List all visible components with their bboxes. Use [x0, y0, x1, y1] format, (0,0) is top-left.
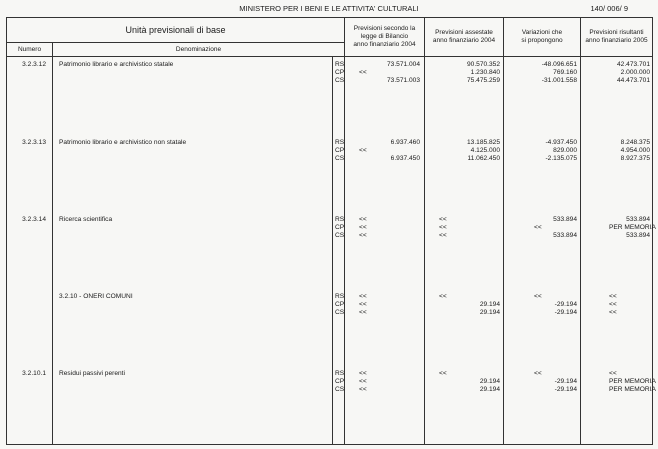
cell-value: << [609, 309, 617, 317]
cell-value: 6.937.460 [390, 138, 420, 146]
cell-value: PER MEMORIA [609, 378, 656, 386]
row-variazioni [504, 135, 581, 212]
cell-value: 1.230.840 [470, 69, 500, 76]
cell-value: 42.473.701 [616, 61, 650, 68]
row-prev-assestate [425, 366, 504, 443]
filler-cell [504, 443, 581, 444]
row-prev-assestate [425, 212, 504, 289]
row-denominazione: Residui passivi perenti [59, 370, 125, 378]
row-prev-risultanti [581, 57, 653, 135]
col-header-prev-assestate: Previsioni assestate anno finanziario 2004 [425, 18, 504, 57]
cell-value: -29.194 [554, 301, 577, 309]
table-row [7, 57, 653, 135]
cell-value: 11.062.450 [467, 154, 500, 162]
cell-value: -2.135.075 [545, 154, 577, 162]
cell-value: << [439, 231, 447, 239]
cell-value: 533.894 [553, 215, 577, 223]
row-prev-bilancio [345, 57, 425, 135]
cell-value: 8.248.375 [620, 138, 650, 146]
cell-value: PER MEMORIA [609, 386, 656, 394]
row-denominazione: Patrimonio librario e archivistico non statale [59, 138, 187, 146]
cell-value: << [359, 293, 367, 301]
cell-value: << [534, 293, 542, 301]
cell-value: 2.000.000 [620, 69, 650, 76]
row-prev-bilancio [345, 289, 425, 366]
cell-value: 29.194 [479, 386, 500, 394]
cell-value: RS [335, 370, 345, 378]
cell-value: 29.194 [479, 301, 500, 309]
cell-value: 13.185.825 [466, 138, 500, 146]
row-codes [333, 366, 345, 443]
cell-value: << [359, 386, 367, 394]
row-prev-bilancio [345, 135, 425, 212]
cell-value: -29.194 [554, 309, 577, 317]
table-row [7, 366, 653, 443]
col-header-denominazione: Denominazione [53, 43, 345, 57]
table-row [7, 212, 653, 289]
cell-value: 4.125.000 [470, 146, 500, 154]
cell-value: 29.194 [479, 378, 500, 386]
row-codes [333, 57, 345, 135]
cell-value: << [534, 370, 542, 378]
cell-value: 73.571.004 [386, 61, 420, 68]
cell-value: 90.570.352 [466, 61, 500, 68]
cell-value: CS [335, 77, 345, 84]
cell-value: 533.894 [626, 231, 650, 239]
cell-value: 769.160 [553, 69, 577, 76]
table-filler [7, 443, 653, 444]
cell-value: 533.894 [553, 231, 577, 239]
cell-value: CS [335, 309, 345, 317]
row-variazioni [504, 212, 581, 289]
cell-value: 8.927.375 [620, 154, 650, 162]
cell-value: << [439, 370, 447, 378]
cell-value: << [359, 370, 367, 378]
row-variazioni [504, 366, 581, 443]
cell-value: << [359, 231, 367, 239]
cell-value: 75.475.259 [466, 77, 500, 84]
cell-value: -29.194 [554, 386, 577, 394]
row-prev-risultanti [581, 289, 653, 366]
col-header-prev-bilancio: Previsioni secondo la legge di Bilancio anno finanziario 2004 [345, 18, 425, 57]
row-numero: 3.2.10.1 [7, 366, 53, 443]
row-variazioni [504, 57, 581, 135]
cell-value: << [609, 293, 617, 301]
row-denominazione: Ricerca scientifica [59, 215, 113, 223]
row-codes [333, 135, 345, 212]
cell-value: 829.000 [553, 146, 577, 154]
filler-cell [7, 443, 53, 444]
cell-value: 44.473.701 [616, 77, 650, 84]
page-code: 140/ 006/ 9 [590, 4, 628, 13]
col-header-numero: Numero [7, 43, 53, 57]
row-denominazione: Patrimonio librario e archivistico statale [59, 61, 174, 68]
cell-value: << [359, 309, 367, 317]
row-denominazione: 3.2.10 - ONERI COMUNI [59, 293, 133, 301]
row-variazioni [504, 289, 581, 366]
row-codes [333, 289, 345, 366]
row-numero: 3.2.3.13 [7, 135, 53, 212]
row-prev-assestate [425, 289, 504, 366]
cell-value: << [359, 223, 367, 231]
cell-value: -31.001.558 [541, 77, 577, 84]
cell-value: -48.096.651 [541, 61, 577, 68]
cell-value: 533.894 [626, 215, 650, 223]
cell-value: 73.571.003 [386, 77, 420, 84]
cell-value: << [439, 293, 447, 301]
cell-value: RS [335, 293, 345, 301]
row-numero: 3.2.3.12 [7, 57, 53, 135]
cell-value: << [359, 378, 367, 386]
filler-cell [333, 443, 345, 444]
cell-value: 29.194 [479, 309, 500, 317]
cell-value: CP [335, 301, 345, 309]
filler-cell [581, 443, 653, 444]
cell-value: CP [335, 69, 345, 76]
cell-value: << [609, 301, 617, 309]
cell-value: << [439, 215, 447, 223]
cell-value: CS [335, 154, 345, 162]
row-prev-risultanti [581, 212, 656, 289]
row-prev-bilancio [345, 212, 425, 289]
filler-cell [425, 443, 504, 444]
table-row [7, 135, 653, 212]
row-prev-risultanti [581, 135, 653, 212]
row-prev-risultanti [581, 366, 656, 443]
cell-value: PER MEMORIA [609, 223, 656, 231]
cell-value: << [609, 370, 617, 378]
filler-cell [53, 443, 333, 444]
filler-cell [345, 443, 425, 444]
table-title: Unità previsionali di base [7, 18, 345, 43]
cell-value: << [534, 223, 542, 231]
cell-value: RS [335, 215, 345, 223]
cell-value: << [359, 146, 367, 154]
cell-value: RS [335, 138, 345, 146]
cell-value: << [439, 223, 447, 231]
cell-value: -4.937.450 [545, 138, 577, 146]
col-header-prev-risultanti: Previsioni risultanti anno finanziario 2005 [581, 18, 653, 57]
cell-value: CP [335, 146, 345, 154]
row-codes [333, 212, 345, 289]
cell-value: -29.194 [554, 378, 577, 386]
row-numero [7, 289, 53, 366]
cell-value: CS [335, 231, 345, 239]
cell-value: CP [335, 378, 345, 386]
cell-value: << [359, 69, 367, 76]
cell-value: << [359, 301, 367, 309]
row-prev-assestate [425, 135, 504, 212]
cell-value: CP [335, 223, 345, 231]
col-header-variazioni: Variazioni che si propongono [504, 18, 581, 57]
row-prev-assestate [425, 57, 504, 135]
row-numero: 3.2.3.14 [7, 212, 53, 289]
cell-value: 6.937.450 [390, 154, 420, 162]
table-row [7, 289, 653, 366]
budget-table [6, 17, 656, 445]
row-prev-bilancio [345, 366, 425, 443]
cell-value: << [359, 215, 367, 223]
cell-value: CS [335, 386, 345, 394]
ministry-header: MINISTERO PER I BENI E LE ATTIVITA' CULTURALI [239, 4, 419, 13]
cell-value: 4.954.000 [620, 146, 650, 154]
cell-value: RS [335, 61, 345, 68]
